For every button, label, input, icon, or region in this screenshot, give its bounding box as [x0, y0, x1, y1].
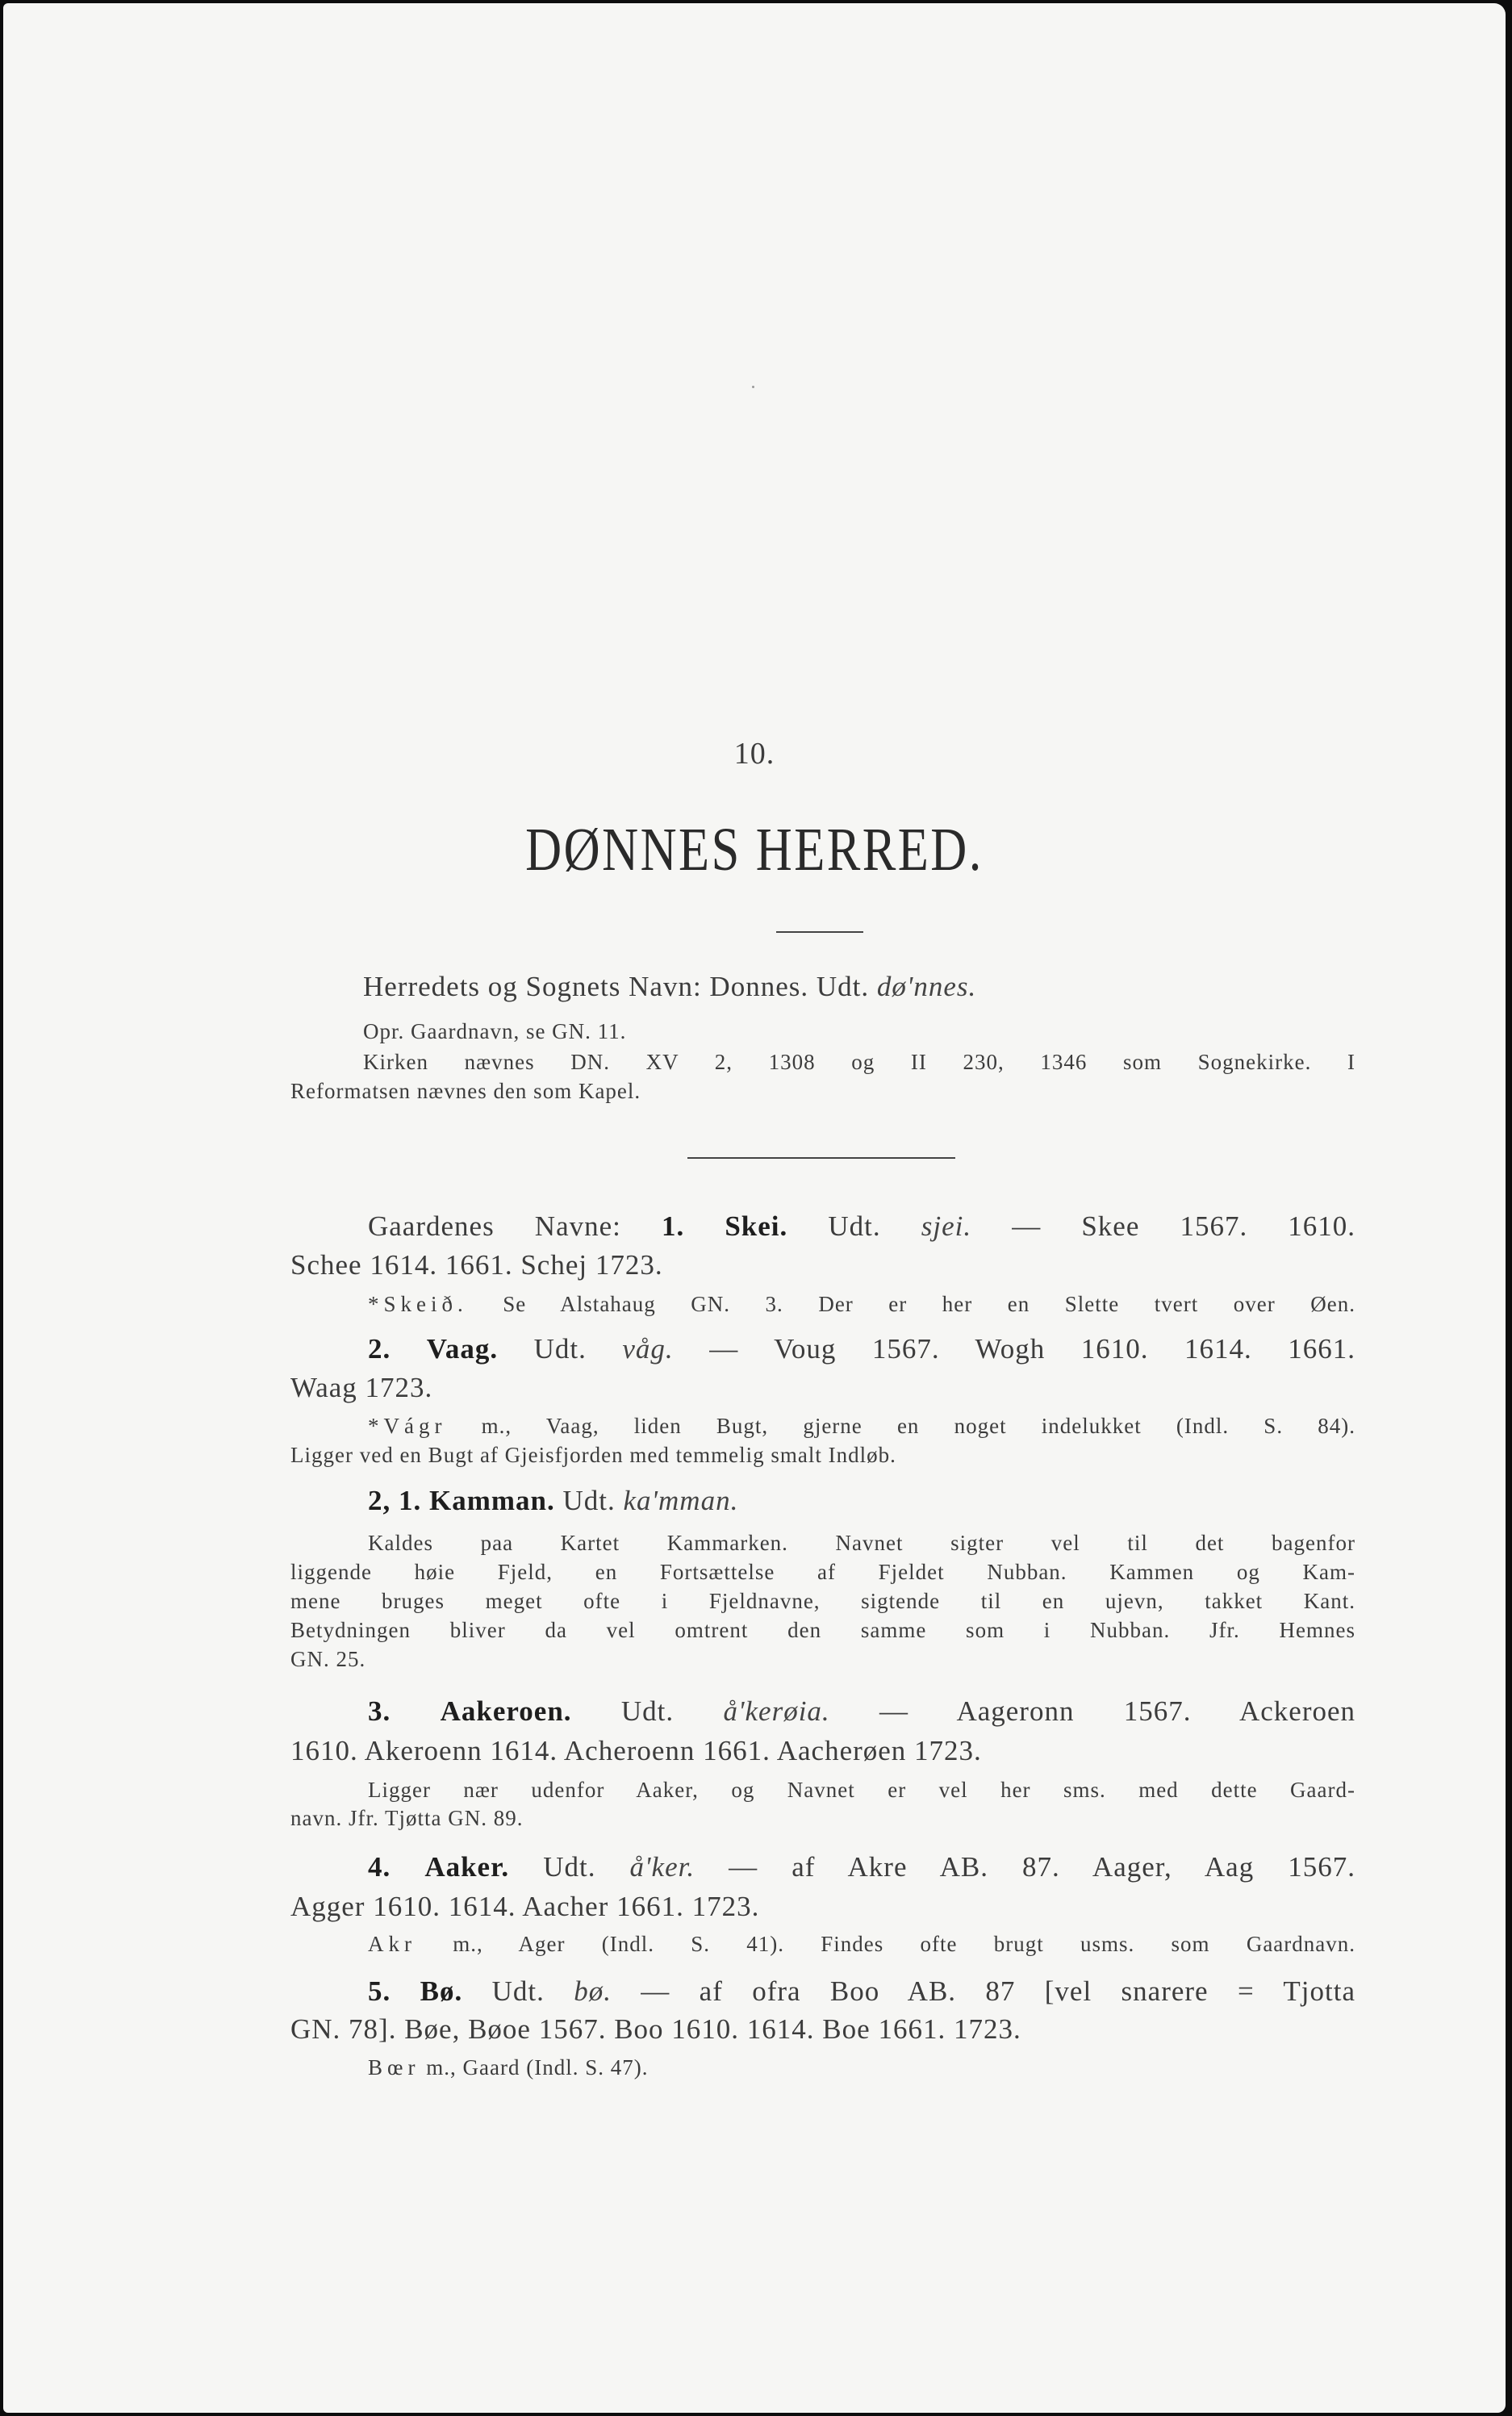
- entry-skei-note: *Skeið. Se Alstahaug GN. 3. Der er her en Slette tvert over Øen.: [368, 1292, 1355, 1316]
- intro-line-2: Opr. Gaardnavn, se GN. 11.: [363, 1019, 627, 1043]
- entry-vaag-note-2: Ligger ved en Bugt af Gjeisfjorden med temmelig smalt Indløb.: [290, 1443, 896, 1467]
- entry-aaker-forms: Agger 1610. 1614. Aacher 1661. 1723.: [290, 1891, 760, 1922]
- entry-vaag-forms: Waag 1723.: [290, 1372, 433, 1403]
- entry-bo-heading: 5. Bø. Udt. bø. — af ofra Boo AB. 87 [vel snarere = Tjotta: [368, 1975, 1355, 2007]
- farm-name: Aakeroen.: [440, 1695, 572, 1727]
- entry-bo-note: Bœr m., Gaard (Indl. S. 47).: [368, 2055, 649, 2080]
- entry-kamman-note-3: mene bruges meget ofte i Fjeldnavne, sigtende til en ujevn, takket Kant.: [290, 1589, 1355, 1613]
- farm-name: Bø.: [420, 1975, 463, 2007]
- entry-aakeroen-note-2: navn. Jfr. Tjøtta GN. 89.: [290, 1806, 524, 1830]
- entry-vaag-note-1: *Vágr m., Vaag, liden Bugt, gjerne en noget indelukket (Indl. S. 84).: [368, 1414, 1355, 1438]
- entry-aakeroen-forms: 1610. Akeroenn 1614. Acheroenn 1661. Aacherøen 1723.: [290, 1735, 982, 1766]
- entry-skei-heading: Gaardenes Navne: 1. Skei. Udt. sjei. — Skee 1567. 1610.: [368, 1210, 1356, 1242]
- entry-aakeroen-heading: 3. Aakeroen. Udt. å'kerøia. — Aageronn 1567. Ackeroen: [368, 1695, 1356, 1727]
- page-number: 10.: [733, 737, 775, 771]
- divider: [687, 1157, 955, 1159]
- entry-kamman-note-5: GN. 25.: [290, 1647, 366, 1671]
- speck: [752, 386, 754, 388]
- farm-name: Kamman.: [429, 1485, 555, 1516]
- entry-aaker-note: Akr m., Ager (Indl. S. 41). Findes ofte brugt usms. som Gaardnavn.: [368, 1932, 1356, 1956]
- entry-kamman-heading: 2, 1. Kamman. Udt. ka'mman.: [368, 1485, 739, 1516]
- page-title: DØNNES HERRED.: [525, 816, 984, 884]
- entry-kamman-note-2: liggende høie Fjeld, en Fortsættelse af Fjeldet Nubban. Kammen og Kam-: [290, 1560, 1355, 1584]
- intro-line-3: Kirken nævnes DN. XV 2, 1308 og II 230, 1346 som Sognekirke. I: [363, 1050, 1355, 1074]
- farm-name: Aaker.: [424, 1851, 510, 1883]
- entry-aakeroen-note-1: Ligger nær udenfor Aaker, og Navnet er vel her sms. med dette Gaard-: [368, 1778, 1355, 1802]
- intro-line-1: Herredets og Sognets Navn: Donnes. Udt. dø'nnes.: [363, 971, 977, 1002]
- entry-bo-forms: GN. 78]. Bøe, Bøoe 1567. Boo 1610. 1614. Boe 1661. 1723.: [290, 2013, 1021, 2045]
- book-page: [3, 3, 1506, 2413]
- divider: [776, 931, 863, 933]
- entry-kamman-note-1: Kaldes paa Kartet Kammarken. Navnet sigter vel til det bagenfor: [368, 1531, 1355, 1555]
- entry-skei-forms: Schee 1614. 1661. Schej 1723.: [290, 1249, 663, 1281]
- entry-kamman-note-4: Betydningen bliver da vel omtrent den samme som i Nubban. Jfr. Hemnes: [290, 1618, 1355, 1642]
- intro-line-4: Reformatsen nævnes den som Kapel.: [290, 1079, 641, 1103]
- entry-aaker-heading: 4. Aaker. Udt. å'ker. — af Akre AB. 87. Aager, Aag 1567.: [368, 1851, 1356, 1883]
- entry-vaag-heading: 2. Vaag. Udt. våg. — Voug 1567. Wogh 1610. 1614. 1661.: [368, 1333, 1356, 1365]
- farm-name: Skei.: [725, 1210, 788, 1242]
- farm-name: Vaag.: [426, 1333, 499, 1365]
